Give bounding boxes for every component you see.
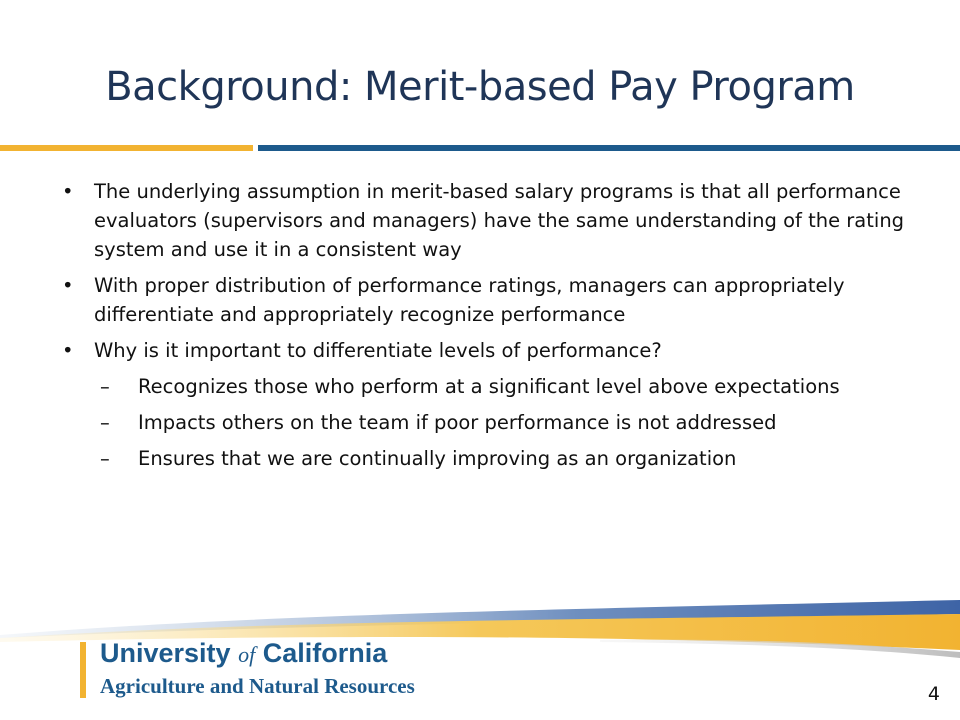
page-number: 4 — [927, 683, 940, 705]
sub-bullet-text: Impacts others on the team if poor performance is not addressed — [138, 411, 777, 434]
bullet-marker: • — [62, 180, 74, 203]
logo-title: University of California — [100, 638, 388, 668]
bullet-text: The underlying assumption in merit-based salary programs is that all performance evaluators (supervisors and managers) have the same understanding of the rating system and use it in a consistent way — [94, 180, 905, 261]
title-underline-blue — [258, 145, 960, 151]
sub-bullet-marker: – — [100, 375, 110, 398]
bullet-list — [62, 177, 922, 480]
sub-bullet-marker: – — [100, 447, 110, 470]
bullet-marker: • — [62, 339, 74, 362]
bullet-item — [62, 336, 922, 365]
bullet-item — [62, 177, 922, 264]
sub-bullet-text: Ensures that we are continually improving as an organization — [138, 447, 737, 470]
bullet-text: Why is it important to differentiate levels of performance? — [94, 339, 662, 362]
sub-bullet-text: Recognizes those who perform at a significant level above expectations — [138, 375, 840, 398]
sub-bullet-item — [62, 444, 922, 473]
bullet-text: With proper distribution of performance ratings, managers can appropriately differentiate and appropriately recognize performance — [94, 274, 845, 326]
sub-bullet-item — [62, 372, 922, 401]
logo-subtitle: Agriculture and Natural Resources — [100, 674, 415, 698]
bullet-marker: • — [62, 274, 74, 297]
title-underline-gold — [0, 145, 253, 151]
logo-gold-bar — [80, 642, 86, 698]
sub-bullet-item — [62, 408, 922, 437]
sub-bullet-marker: – — [100, 411, 110, 434]
slide-title: Background: Merit-based Pay Program — [105, 64, 855, 110]
bullet-item — [62, 271, 922, 329]
